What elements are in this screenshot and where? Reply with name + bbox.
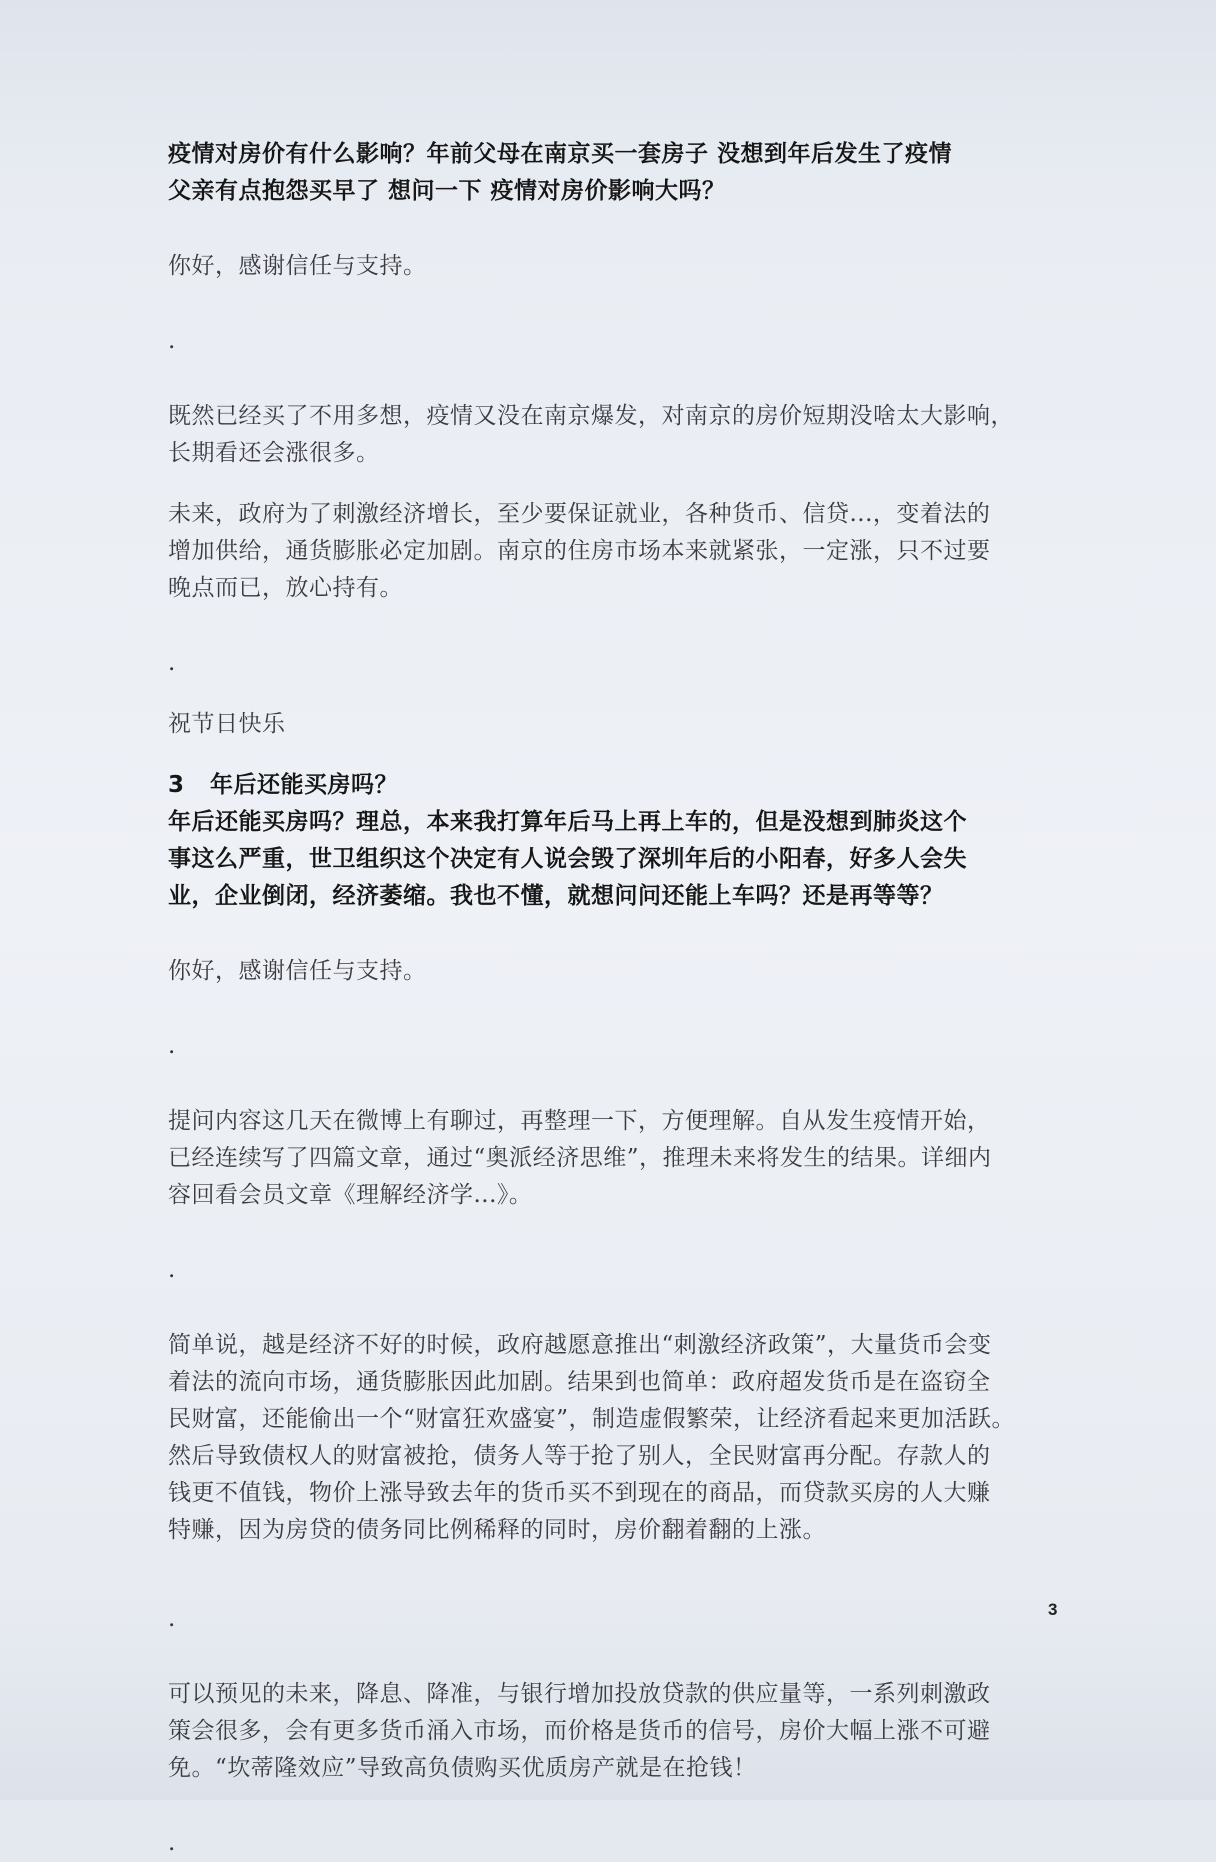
separator-dot: . <box>168 1830 176 1856</box>
separator-dot: . <box>168 650 176 676</box>
answer-2-paragraph-3 <box>168 1676 1060 1787</box>
page-number: 3 <box>1048 1600 1058 1619</box>
paragraph-line: 着法的流向市场，通货膨胀因此加剧。结果到也简单：政府超发货币是在盗窃全 <box>168 1369 991 1395</box>
paragraph-line: 容回看会员文章《理解经济学...》。 <box>168 1182 533 1208</box>
paragraph-line: 提问内容这几天在微博上有聊过，再整理一下，方便理解。自从发生疫情开始， <box>168 1108 991 1134</box>
paragraph-line: 未来，政府为了刺激经济增长，至少要保证就业，各种货币、信贷...，变着法的 <box>168 501 991 527</box>
question-2-heading: 3 年后还能买房吗？ <box>168 772 399 798</box>
page-content <box>168 136 1060 1862</box>
paragraph-line: 可以预见的未来，降息、降准，与银行增加投放贷款的供应量等，一系列刺激政 <box>168 1681 991 1707</box>
paragraph-line: 钱更不值钱，物价上涨导致去年的货币买不到现在的商品，而贷款买房的人大赚 <box>168 1480 991 1506</box>
separator-dot: . <box>168 328 176 354</box>
paragraph-line: 策会很多，会有更多货币涌入市场，而价格是货币的信号，房价大幅上涨不可避 <box>168 1718 991 1744</box>
separator-dot: . <box>168 1033 176 1059</box>
paragraph-line: 晚点而已，放心持有。 <box>168 575 403 601</box>
paragraph-line: 长期看还会涨很多。 <box>168 440 380 466</box>
question-2-line: 事这么严重，世卫组织这个决定有人说会毁了深圳年后的小阳春，好多人会失 <box>168 846 967 872</box>
answer-2-paragraph-1 <box>168 1103 1060 1214</box>
question-2 <box>168 767 1060 915</box>
answer-1-paragraph-2 <box>168 496 1060 607</box>
answer-2-paragraph-2 <box>168 1327 1060 1549</box>
paragraph-line: 增加供给，通货膨胀必定加剧。南京的住房市场本来就紧张，一定涨，只不过要 <box>168 538 991 564</box>
paragraph-line: 既然已经买了不用多想，疫情又没在南京爆发，对南京的房价短期没啥太大影响， <box>168 403 1014 429</box>
answer-2-greeting: 你好，感谢信任与支持。 <box>168 958 427 984</box>
question-1 <box>168 136 1060 210</box>
question-1-line: 疫情对房价有什么影响？年前父母在南京买一套房子 没想到年后发生了疫情 <box>168 141 953 167</box>
question-1-line: 父亲有点抱怨买早了 想问一下 疫情对房价影响大吗？ <box>168 178 726 204</box>
paragraph-line: 民财富，还能偷出一个“财富狂欢盛宴”，制造虚假繁荣，让经济看起来更加活跃。 <box>168 1406 1016 1432</box>
paragraph-line: 然后导致债权人的财富被抢，债务人等于抢了别人，全民财富再分配。存款人的 <box>168 1443 991 1469</box>
paragraph-line: 特赚，因为房贷的债务同比例稀释的同时，房价翻着翻的上涨。 <box>168 1517 826 1543</box>
paragraph-line: 免。“坎蒂隆效应”导致高负债购买优质房产就是在抢钱！ <box>168 1755 757 1781</box>
question-2-line: 年后还能买房吗？理总，本来我打算年后马上再上车的，但是没想到肺炎这个 <box>168 809 967 835</box>
paragraph-line: 简单说，越是经济不好的时候，政府越愿意推出“刺激经济政策”，大量货币会变 <box>168 1332 992 1358</box>
paragraph-line: 已经连续写了四篇文章，通过“奥派经济思维”，推理未来将发生的结果。详细内 <box>168 1145 992 1171</box>
separator-dot: . <box>168 1257 176 1283</box>
answer-1-greeting: 你好，感谢信任与支持。 <box>168 253 427 279</box>
answer-1-paragraph-1 <box>168 398 1060 472</box>
separator-dot: . <box>168 1606 176 1632</box>
answer-1-closing: 祝节日快乐 <box>168 711 286 737</box>
question-2-line: 业，企业倒闭，经济萎缩。我也不懂，就想问问还能上车吗？还是再等等？ <box>168 883 944 909</box>
